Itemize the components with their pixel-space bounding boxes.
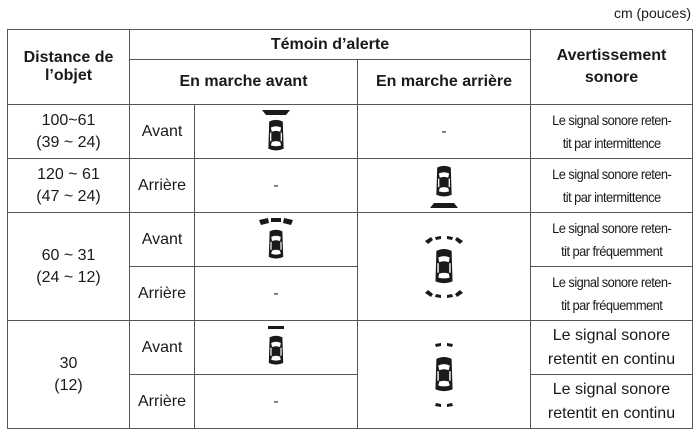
forward-indicator-cell bbox=[195, 105, 358, 159]
distance-cell: 120 ~ 61 (47 ~ 24) bbox=[8, 159, 130, 213]
reverse-indicator-cell bbox=[358, 213, 531, 321]
header-indicator: Témoin d’alerte bbox=[130, 30, 531, 60]
front-sensor-car-icon bbox=[258, 109, 294, 155]
all-sensors-car-icon bbox=[424, 342, 464, 408]
direction-cell: Avant bbox=[130, 105, 195, 159]
reverse-indicator-cell: - bbox=[358, 105, 531, 159]
table-row bbox=[8, 213, 693, 267]
forward-indicator-cell: - bbox=[195, 267, 358, 321]
rear-sensor-car-icon bbox=[426, 163, 462, 209]
distance-cell: 60 ~ 31 (24 ~ 12) bbox=[8, 213, 130, 321]
table-row bbox=[8, 105, 693, 159]
reverse-indicator-cell bbox=[358, 321, 531, 429]
direction-cell: Arrière bbox=[130, 267, 195, 321]
header-reverse: En marche arrière bbox=[358, 60, 531, 105]
table-row bbox=[8, 159, 693, 213]
sound-cell: Le signal sonore retentit en continu bbox=[531, 375, 693, 429]
all-sensors-car-icon bbox=[420, 235, 468, 299]
reverse-indicator-cell bbox=[358, 159, 531, 213]
units-note: cm (pouces) bbox=[613, 5, 691, 21]
sound-cell: Le signal sonore reten- tit par fréquemment bbox=[531, 213, 693, 267]
sound-cell: Le signal sonore reten- tit par fréquemment bbox=[531, 267, 693, 321]
forward-indicator-cell bbox=[195, 321, 358, 375]
direction-cell: Avant bbox=[130, 213, 195, 267]
sound-cell: Le signal sonore retentit en continu bbox=[531, 321, 693, 375]
parking-sensor-table bbox=[7, 29, 693, 429]
distance-cell: 100~61 (39 ~ 24) bbox=[8, 105, 130, 159]
header-forward: En marche avant bbox=[130, 60, 358, 105]
table-row bbox=[8, 321, 693, 375]
sound-cell: Le signal sonore reten- tit par intermittence bbox=[531, 159, 693, 213]
header-sound: Avertissement sonore bbox=[531, 30, 693, 105]
direction-cell: Arrière bbox=[130, 375, 195, 429]
front-sensor-car-icon bbox=[256, 217, 296, 263]
direction-cell: Arrière bbox=[130, 159, 195, 213]
sound-cell: Le signal sonore reten- tit par intermittence bbox=[531, 105, 693, 159]
front-sensor-car-icon bbox=[258, 325, 294, 371]
distance-cell: 30 (12) bbox=[8, 321, 130, 429]
direction-cell: Avant bbox=[130, 321, 195, 375]
forward-indicator-cell: - bbox=[195, 159, 358, 213]
forward-indicator-cell bbox=[195, 213, 358, 267]
forward-indicator-cell: - bbox=[195, 375, 358, 429]
header-distance: Distance de l’objet bbox=[8, 30, 130, 105]
